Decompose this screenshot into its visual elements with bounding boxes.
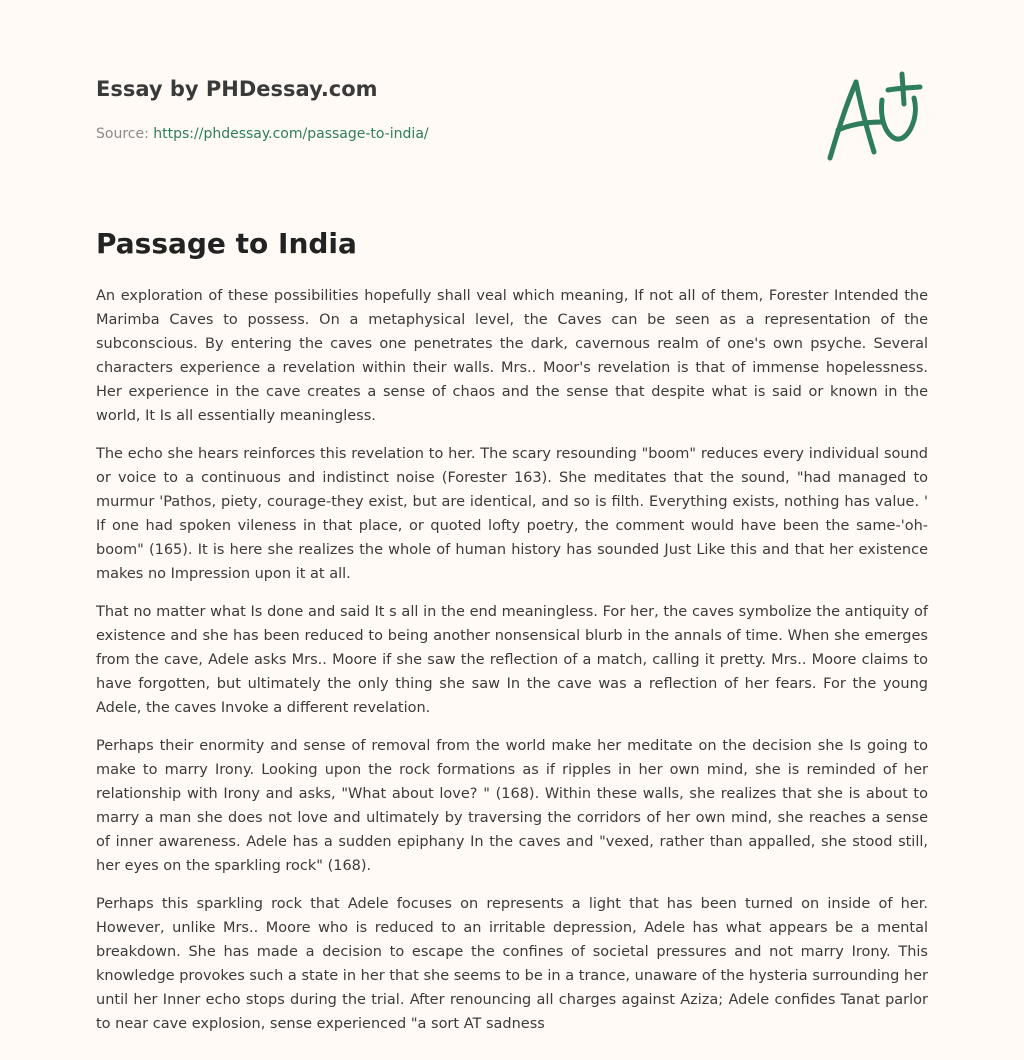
essay-header — [96, 74, 816, 144]
source-line — [96, 124, 816, 144]
essay-paragraph: That no matter what Is done and said It s all in the end meaningless. For her, the caves symbolize the antiquity of existence and she has been reduced to being another nonsensical blurb in the annals of time. When she emerges from the cave, Adele asks Mrs.. Moore if she saw the reflection of a match, calling it pretty. Mrs.. Moore claims to have forgotten, but ultimately the only thing she saw In the cave was a reflection of her fears. For the young Adele, the caves Invoke a different revelation. — [96, 604, 928, 716]
essay-body — [96, 284, 928, 1050]
essay-paragraph: Perhaps this sparkling rock that Adele focuses on represents a light that has been turned on inside of her. However, unlike Mrs.. Moore who is reduced to an irritable depression, Adele has what appears be a mental breakdown. She has made a decision to escape the confines of societal pressures and not marry Irony. This knowledge provokes such a state in her that she seems to be in a trance, unaware of the hysteria surrounding her until her Inner echo stops during the trial. After renouncing all charges against Aziza; Adele confides Tanat parlor to near cave explosion, sense experienced "a sort AT sadness — [96, 896, 928, 1032]
site-title: Essay by PHDessay.com — [96, 77, 378, 101]
essay-paragraph: An exploration of these possibilities hopefully shall veal which meaning, If not all of them, Forester Intended the Marimba Caves to possess. On a metaphysical level, the Caves can be seen as a representation of the subconscious. By entering the caves one penetrates the dark, cavernous realm of one's own psyche. Several characters experience a revelation within their walls. Mrs.. Moor's revelation is that of immense hopelessness. Her experience in the cave creates a sense of chaos and the sense that despite what is said or known in the world, It Is all essentially meaningless. — [96, 288, 928, 424]
source-link[interactable]: https://phdessay.com/passage-to-india/ — [153, 126, 429, 142]
essay-title: Passage to India — [96, 227, 357, 260]
source-label: Source: — [96, 126, 149, 142]
essay-paragraph: The echo she hears reinforces this revelation to her. The scary resounding "boom" reduces every individual sound or voice to a continuous and indistinct noise (Forester 163). She meditates that the sound, "had managed to murmur 'Pathos, piety, courage-they exist, but are identical, and so is filth. Everything exists, nothing has value. ' If one had spoken vileness in that place, or quoted lofty poetry, the comment would have been the same-'oh-boom" (165). It is here she realizes the whole of human history has sounded Just Like this and that her existence makes no Impression upon it at all. — [96, 446, 928, 582]
a-plus-grade-icon — [822, 68, 928, 164]
essay-paragraph: Perhaps their enormity and sense of removal from the world make her meditate on the decision she Is going to make to marry Irony. Looking upon the rock formations as if ripples in her own mind, she is reminded of her relationship with Irony and asks, "What about love? " (168). Within these walls, she realizes that she is about to marry a man she does not love and ultimately by traversing the corridors of her own mind, she reaches a sense of inner awareness. Adele has a sudden epiphany In the caves and "vexed, rather than appalled, she stood still, her eyes on the sparkling rock" (168). — [96, 738, 928, 874]
